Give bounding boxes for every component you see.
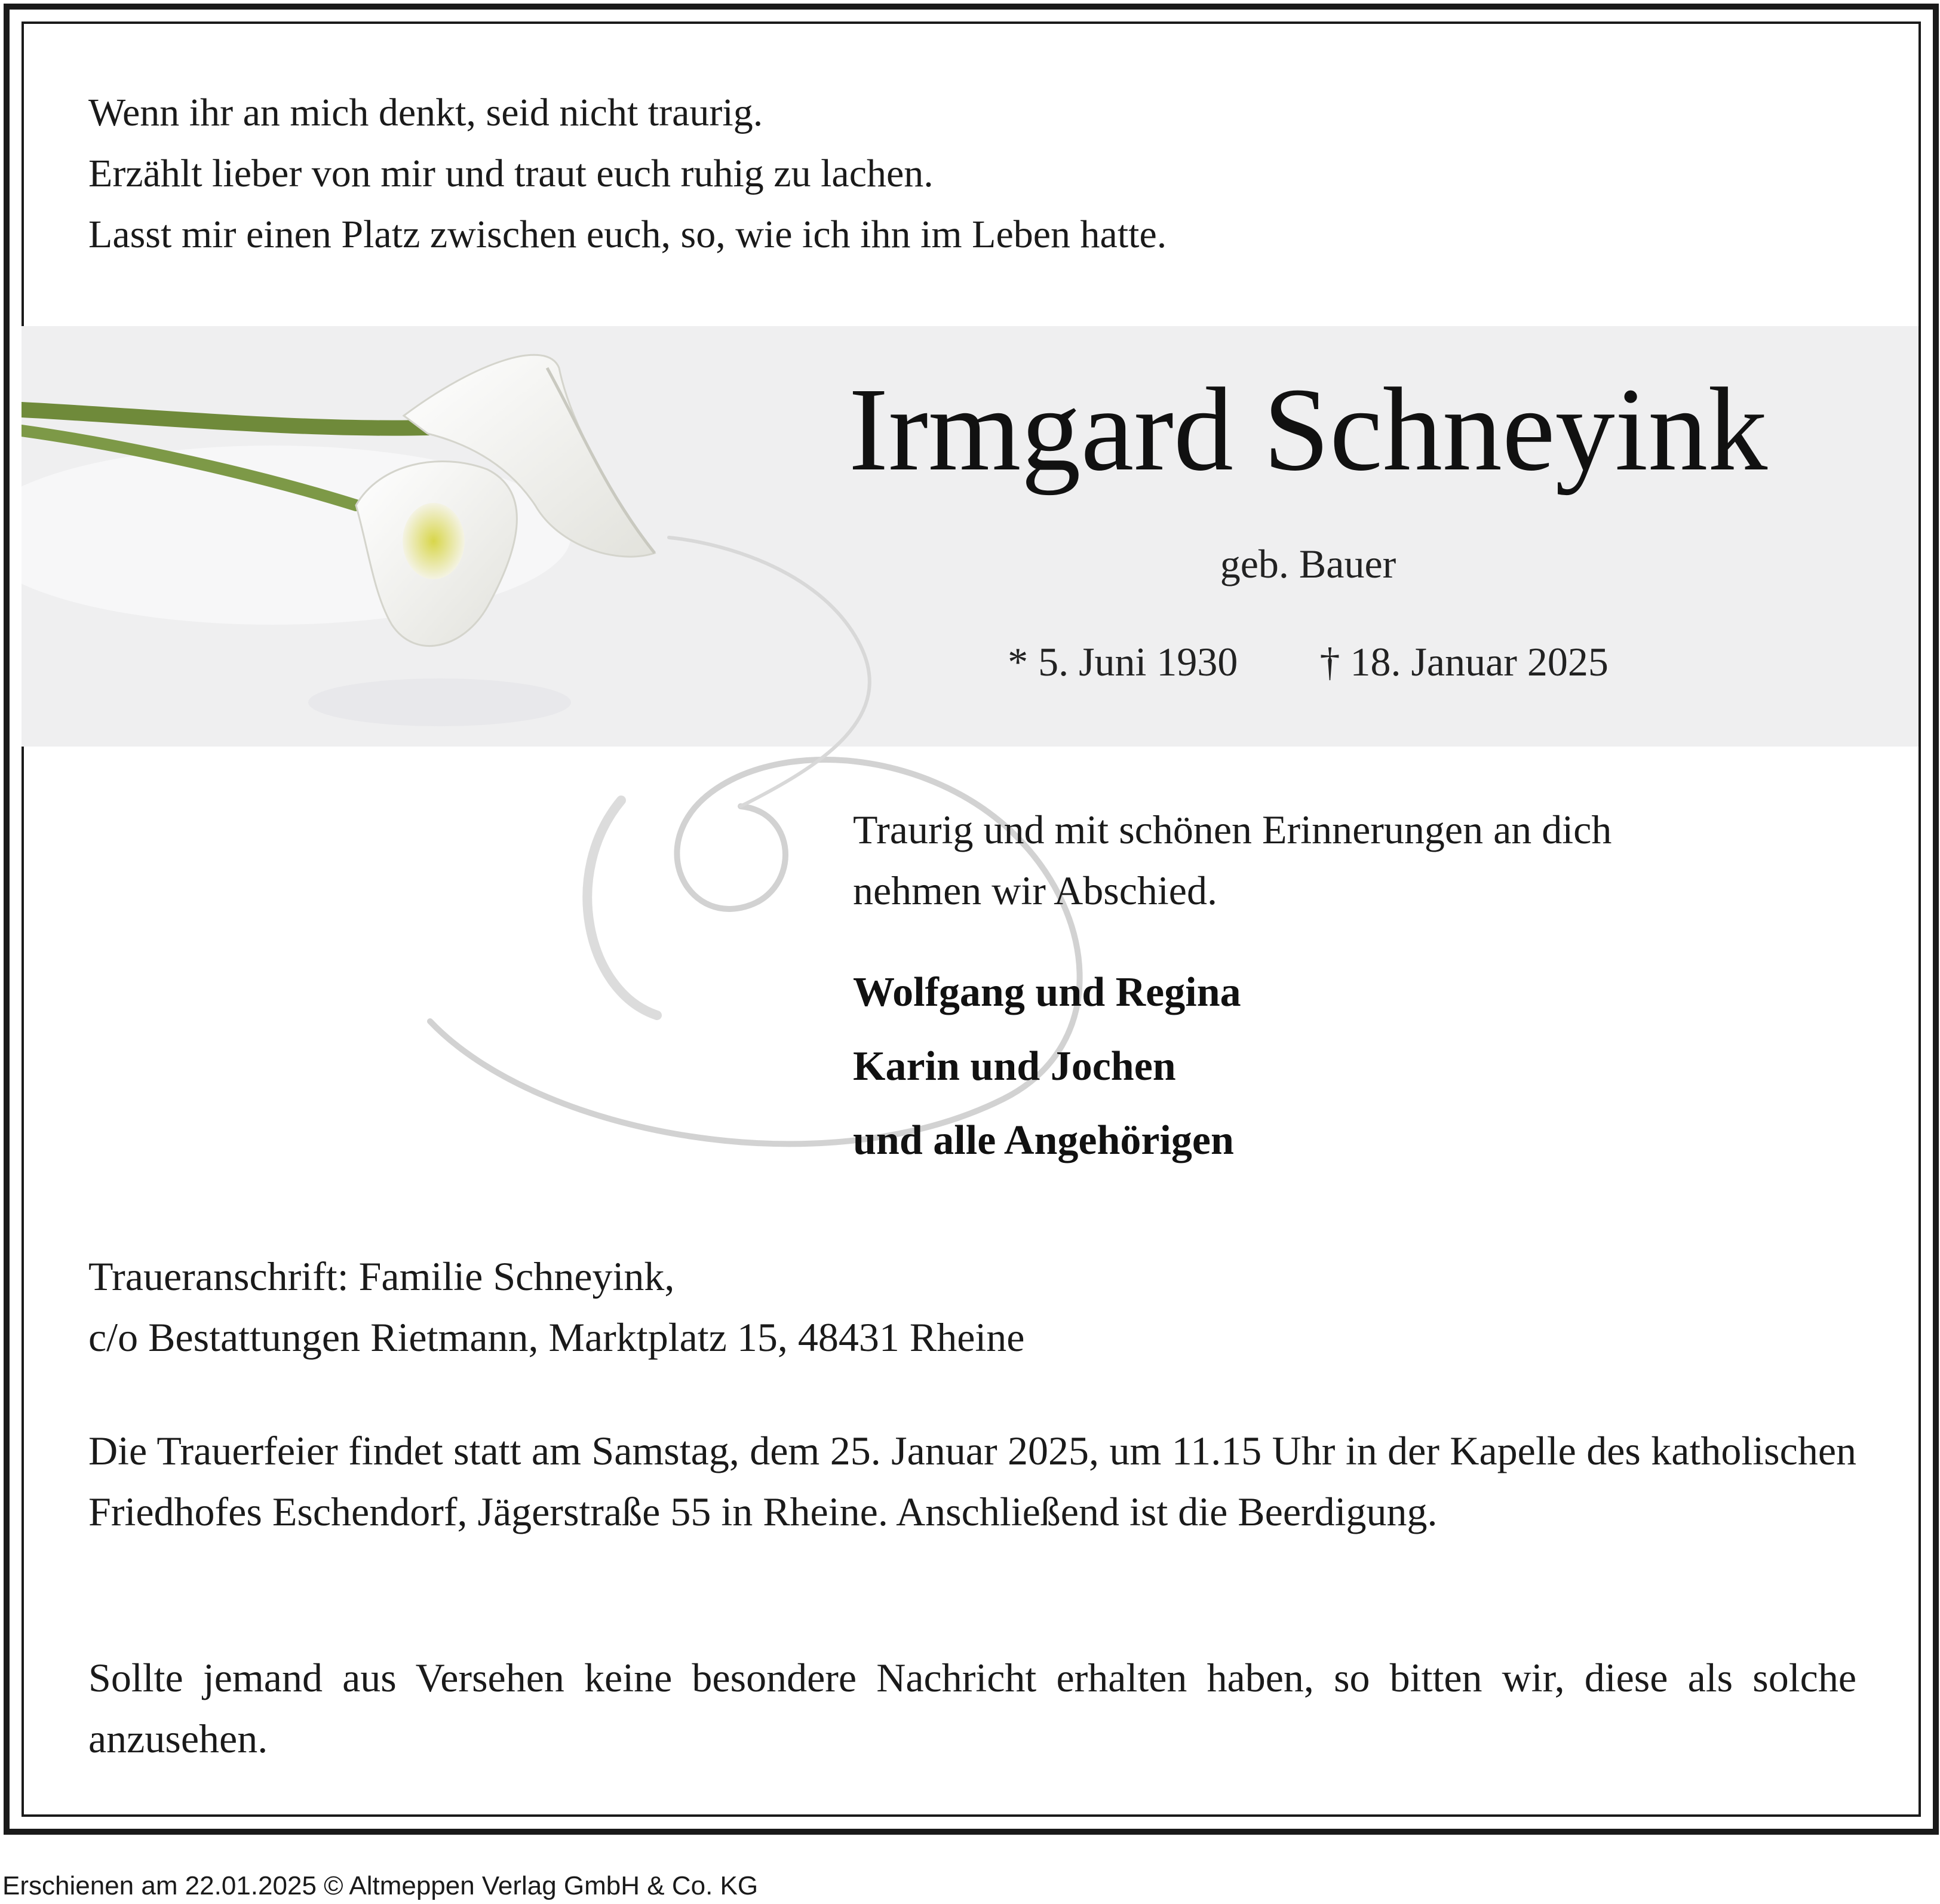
farewell-line: Traurig und mit schönen Erinnerungen an dich bbox=[853, 807, 1612, 852]
farewell-line: nehmen wir Abschied. bbox=[853, 868, 1217, 913]
ceremony-text: Die Trauerfeier findet statt am Samstag, dem 25. Januar 2025, um 11.15 Uhr in der Kapelle des katholischen Friedhofes Eschendorf, Jägerstraße 55 in Rheine. Anschließend ist die Beerdigung. bbox=[88, 1428, 1856, 1534]
poem bbox=[88, 82, 1522, 265]
notice-text: Sollte jemand aus Versehen keine besondere Nachricht erhalten haben, so bitten wir, diese als solche anzusehen. bbox=[88, 1655, 1856, 1761]
life-dates bbox=[747, 638, 1870, 686]
mourner-name: Wolfgang und Regina bbox=[853, 969, 1241, 1015]
farewell-text bbox=[853, 799, 1868, 921]
mourner-name: und alle Angehörigen bbox=[853, 1117, 1234, 1163]
poem-line: Erzählt lieber von mir und traut euch ruhig zu lachen. bbox=[88, 152, 934, 195]
mourner-name: Karin und Jochen bbox=[853, 1043, 1176, 1089]
birth-date: * 5. Juni 1930 bbox=[1008, 639, 1238, 684]
address-line: c/o Bestattungen Rietmann, Marktplatz 15, 48431 Rheine bbox=[88, 1315, 1025, 1360]
publication-footer: Erschienen am 22.01.2025 © Altmeppen Verlag GmbH & Co. KG bbox=[2, 1871, 759, 1900]
poem-line: Lasst mir einen Platz zwischen euch, so, wie ich ihn im Leben hatte. bbox=[88, 213, 1167, 256]
birth-name: geb. Bauer bbox=[1220, 541, 1396, 586]
death-date: † 18. Januar 2025 bbox=[1319, 639, 1609, 684]
mourning-address bbox=[88, 1246, 1821, 1368]
poem-line: Wenn ihr an mich denkt, seid nicht traurig. bbox=[88, 91, 763, 134]
address-line: Traueranschrift: Familie Schneyink, bbox=[88, 1254, 675, 1299]
mourners-list bbox=[853, 956, 1868, 1178]
deceased-name: Irmgard Schneyink bbox=[848, 364, 1768, 496]
